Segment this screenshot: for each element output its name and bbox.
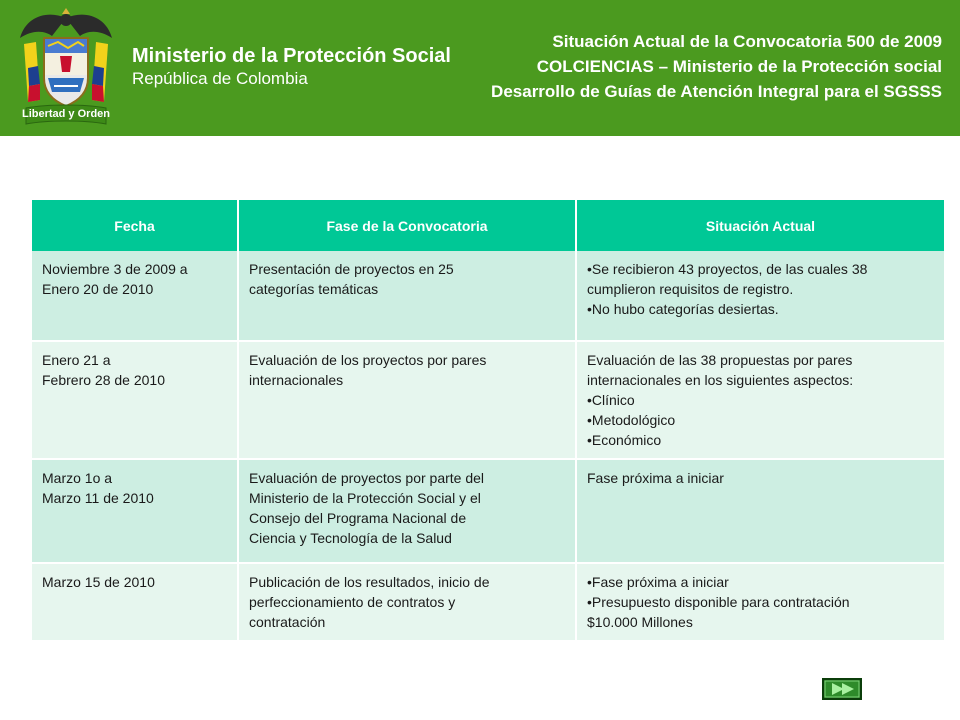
cell-text: Marzo 1o a — [42, 470, 113, 486]
cell-text: contratación — [249, 614, 326, 630]
cell-text: Evaluación de los proyectos por pares — [249, 352, 487, 368]
cell-situacion — [576, 563, 944, 641]
cell-fase — [238, 251, 576, 341]
next-slide-icon — [824, 680, 860, 698]
cell-text: Presentación de proyectos en 25 — [249, 261, 454, 277]
ministry-block — [132, 44, 451, 90]
table-header-row — [32, 200, 944, 251]
cell-text: •Económico — [587, 432, 662, 448]
cell-text: $10.000 Millones — [587, 614, 693, 630]
cell-fecha — [32, 341, 238, 459]
cell-text: •Presupuesto disponible para contratación — [587, 594, 850, 610]
cell-text: Consejo del Programa Nacional de — [249, 510, 467, 526]
table-row — [32, 251, 944, 341]
cell-text: •No hubo categorías desiertas. — [587, 301, 779, 317]
cell-text: cumplieron requisitos de registro. — [587, 281, 794, 297]
table-row — [32, 459, 944, 563]
cell-fecha — [32, 459, 238, 563]
cell-fase — [238, 563, 576, 641]
cell-text: categorías temáticas — [249, 281, 379, 297]
title-line-1: Situación Actual de la Convocatoria 500 de 2009 — [552, 32, 942, 51]
cell-fecha — [32, 563, 238, 641]
cell-text: Enero 21 a — [42, 352, 111, 368]
next-slide-button[interactable] — [822, 678, 862, 700]
ministry-name: Ministerio de la Protección Social — [132, 45, 451, 67]
cell-situacion — [576, 459, 944, 563]
cell-text: internacionales — [249, 372, 344, 388]
ministry-country: República de Colombia — [132, 69, 308, 88]
cell-fecha — [32, 251, 238, 341]
convocatoria-status-table — [32, 200, 944, 642]
cell-text: •Se recibieron 43 proyectos, de las cuales 38 — [587, 261, 868, 277]
slide-title — [491, 29, 942, 104]
table-row — [32, 563, 944, 641]
cell-text: perfeccionamiento de contratos y — [249, 594, 456, 610]
cell-situacion — [576, 251, 944, 341]
cell-text: Ciencia y Tecnología de la Salud — [249, 530, 452, 546]
cell-text: Noviembre 3 de 2009 a — [42, 261, 188, 277]
cell-text: Marzo 15 de 2010 — [42, 574, 155, 590]
crest-motto: Libertad y Orden — [21, 108, 111, 120]
cell-text: Ministerio de la Protección Social y el — [249, 490, 481, 506]
cell-text: internacionales en los siguientes aspectos: — [587, 372, 854, 388]
column-header-fecha: Fecha — [32, 200, 238, 251]
cell-text: Publicación de los resultados, inicio de — [249, 574, 490, 590]
cell-text: Evaluación de las 38 propuestas por pares — [587, 352, 853, 368]
cell-text: Marzo 11 de 2010 — [42, 490, 154, 506]
title-line-2: COLCIENCIAS – Ministerio de la Protección social — [536, 57, 942, 76]
cell-text: Fase próxima a iniciar — [587, 470, 724, 486]
cell-text: •Fase próxima a iniciar — [587, 574, 729, 590]
cell-text: •Clínico — [587, 392, 635, 408]
cell-text: Enero 20 de 2010 — [42, 281, 154, 297]
cell-text: Evaluación de proyectos por parte del — [249, 470, 485, 486]
table-row — [32, 341, 944, 459]
title-line-3: Desarrollo de Guías de Atención Integral para el SGSSS — [491, 82, 942, 101]
cell-text: •Metodológico — [587, 412, 676, 428]
column-header-fase: Fase de la Convocatoria — [238, 200, 576, 251]
header-banner — [0, 0, 960, 136]
cell-text: Febrero 28 de 2010 — [42, 372, 165, 388]
column-header-situacion: Situación Actual — [576, 200, 944, 251]
cell-fase — [238, 459, 576, 563]
cell-situacion — [576, 341, 944, 459]
cell-fase — [238, 341, 576, 459]
